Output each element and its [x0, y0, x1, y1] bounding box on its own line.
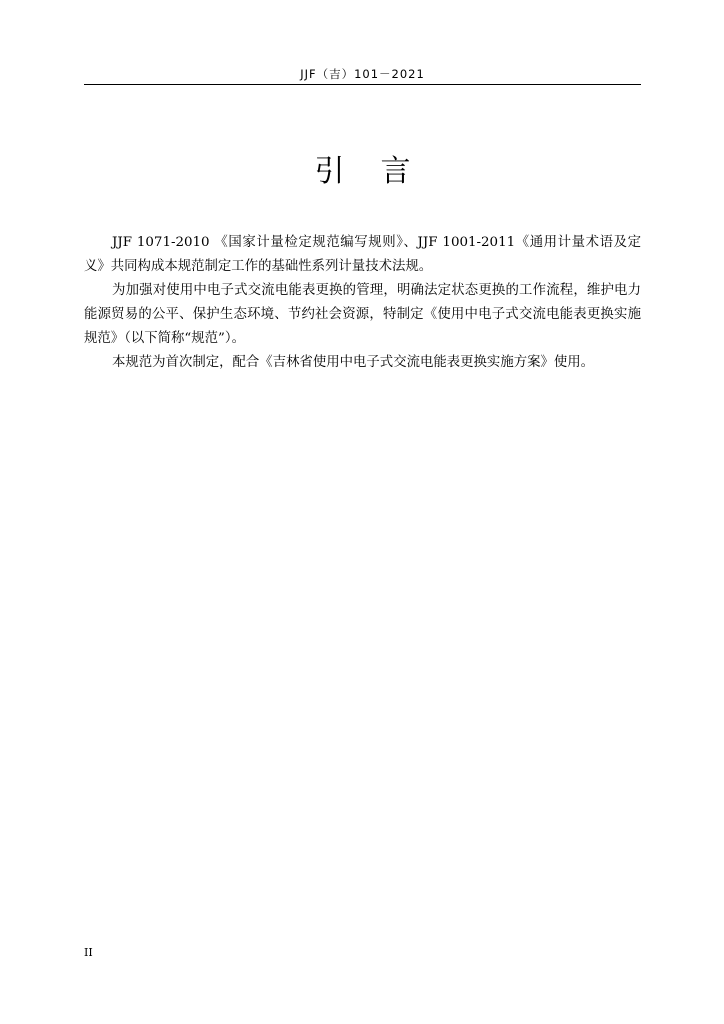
- body-text: [84, 231, 641, 375]
- page-number: II: [84, 946, 93, 959]
- paragraph-2: 为加强对使用中电子式交流电能表更换的管理，明确法定状态更换的工作流程，维护电力能源贸易的公平、保护生态环境、节约社会资源，特制定《使用中电子式交流电能表更换实施规范》（以下简称“规范”）。: [84, 283, 641, 346]
- paragraph-3: 本规范为首次制定，配合《吉林省使用中电子式交流电能表更换实施方案》使用。: [112, 355, 595, 370]
- running-header: JJF（吉）101－2021: [300, 67, 425, 81]
- paragraph-1: JJF 1071-2010 《国家计量检定规范编写规则》、JJF 1001-2011《通用计量术语及定义》共同构成本规范制定工作的基础性系列计量技术法规。: [84, 235, 641, 274]
- page-title: 引言: [314, 154, 447, 189]
- header-divider: [84, 84, 641, 85]
